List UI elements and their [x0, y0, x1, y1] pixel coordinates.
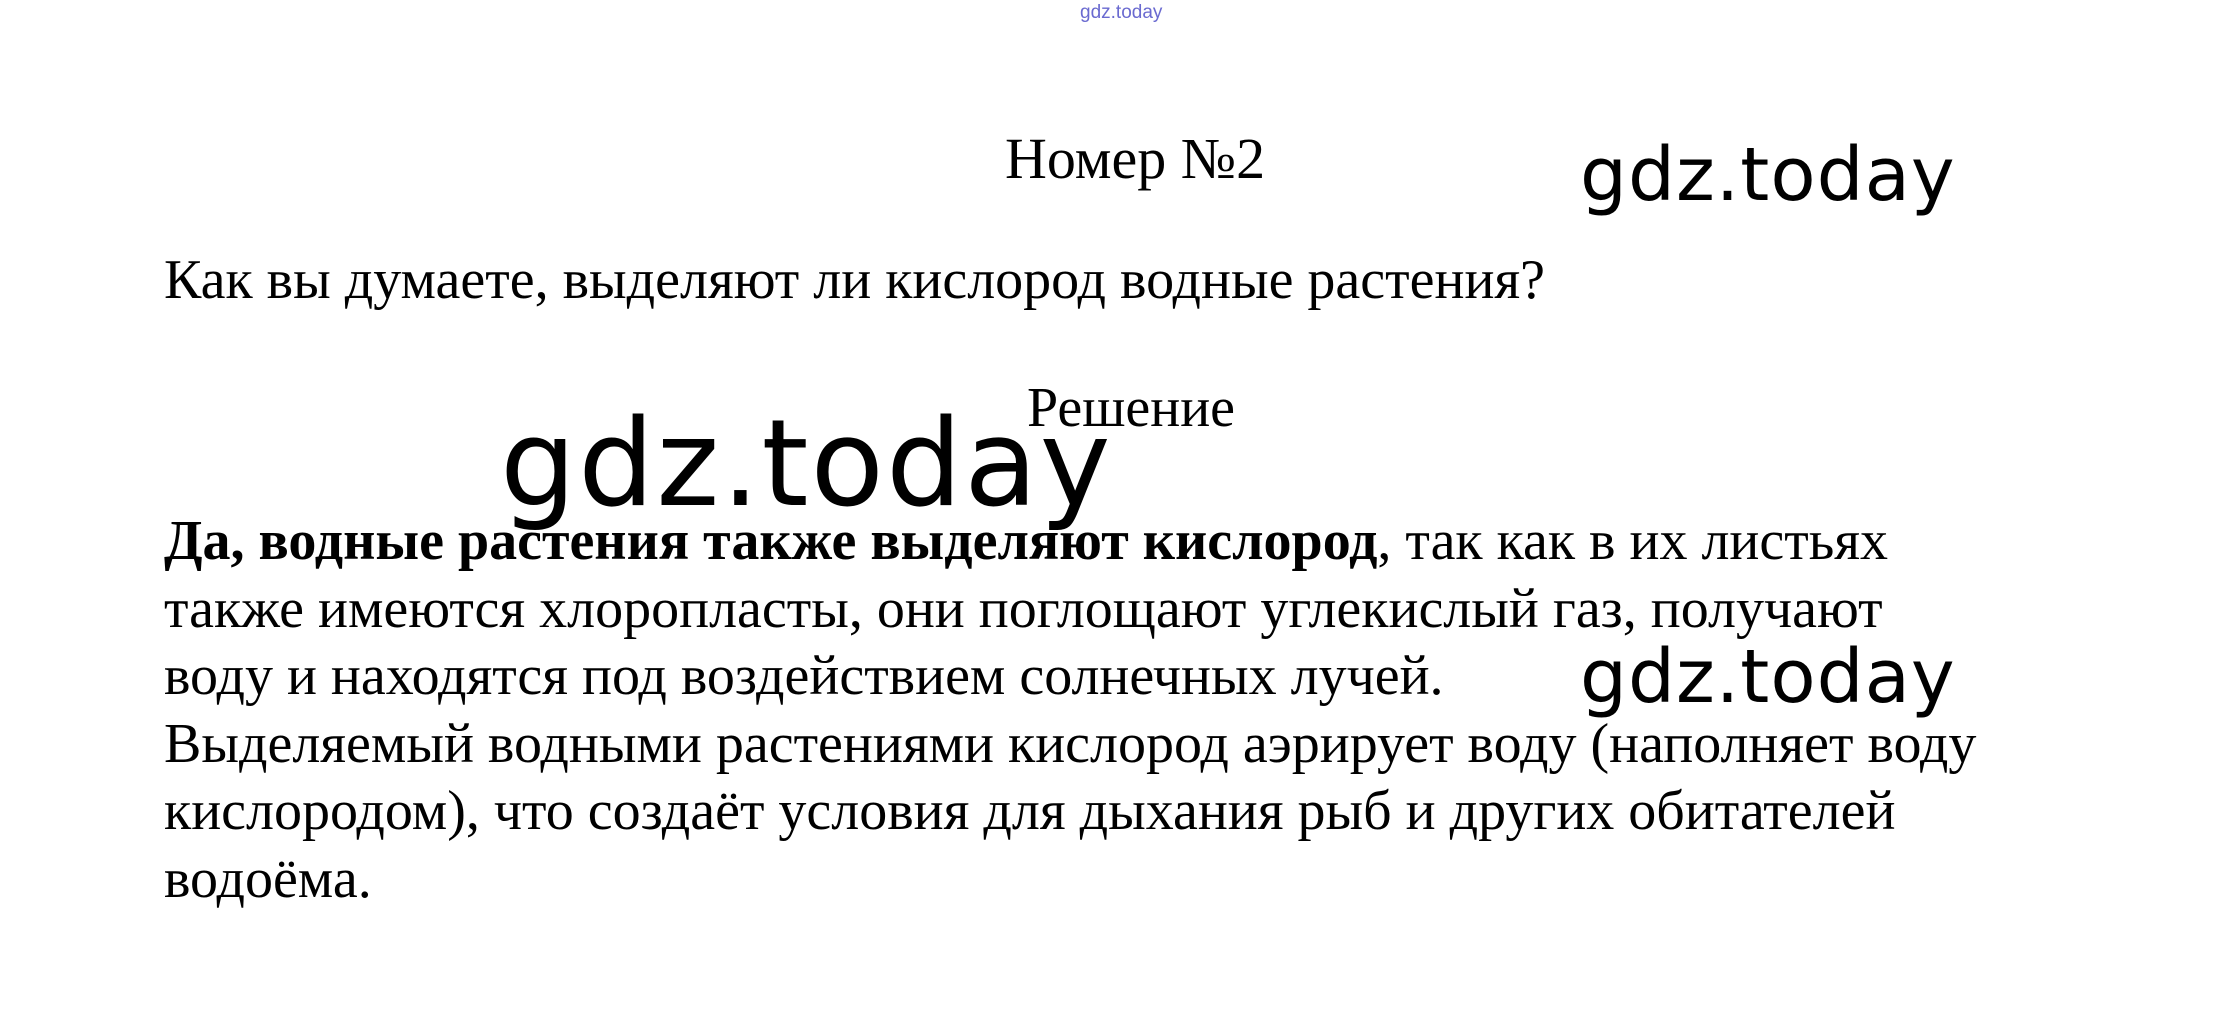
site-watermark-top: gdz.today	[1080, 2, 1163, 23]
answer-bold-lead: Да, водные растения также выделяют кислород	[164, 510, 1378, 572]
answer-line-text: , так как в их листьях	[1377, 510, 1888, 572]
page-title: Номер №2	[1005, 126, 1266, 191]
watermark-logo: gdz.today	[1580, 634, 1956, 720]
answer-line: кислородом), что создаёт условия для дыхания рыб и других обитателей	[164, 780, 1896, 842]
answer-line: также имеются хлоропласты, они поглощают углекислый газ, получают	[164, 577, 1883, 640]
watermark-logo: gdz.today	[1580, 132, 1956, 218]
answer-line: водоёма.	[164, 847, 372, 910]
answer-line: Выделяемый водными растениями кислород аэрирует воду (наполняет воду	[164, 712, 1977, 775]
watermark-logo: gdz.today	[500, 395, 1113, 534]
solution-heading: Решение	[1027, 377, 1236, 439]
question-text: Как вы думаете, выделяют ли кислород водные растения?	[164, 249, 1546, 311]
answer-line: воду и находятся под воздействием солнечных лучей.	[164, 645, 1444, 707]
answer-line	[164, 508, 2164, 576]
